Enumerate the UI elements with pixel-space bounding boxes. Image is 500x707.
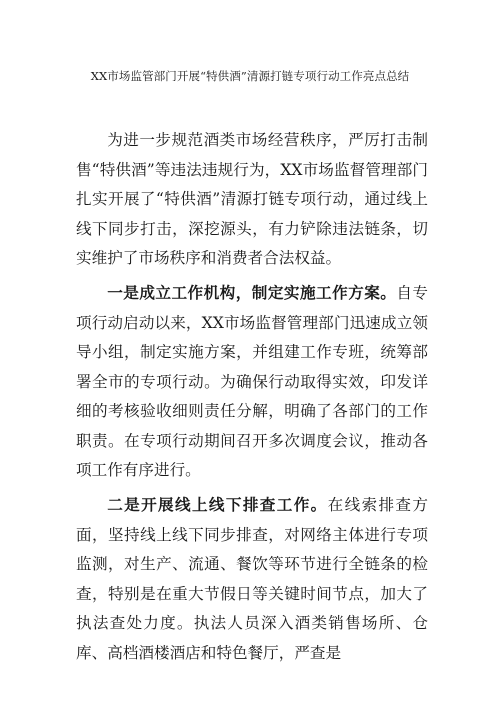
- paragraph-lead: 一是成立工作机构，制定实施工作方案。: [107, 283, 397, 303]
- document-title: XX市场监管部门开展“特供酒”清源打链专项行动工作亮点总结: [90, 69, 410, 83]
- paragraph-intro: [76, 125, 428, 274]
- paragraph-point-one: [76, 278, 428, 486]
- paragraph-text: 为进一步规范酒类市场经营秩序，严厉打击制售“特供酒”等违法违规行为，XX市场监督管理部门扎实开展了“特供酒”清源打链专项行动，通过线上线下同步打击，深挖源头，有力铲除违法链条，切实维护了市场秩序和消费者合法权益。: [76, 131, 428, 267]
- paragraph-point-two: [76, 490, 428, 668]
- paragraph-text: 自专项行动启动以来，XX市场监督管理部门迅速成立领导小组，制定实施方案，并组建工作专班，统筹部署全市的专项行动。为确保行动取得实效，印发详细的考核验收细则责任分解，明确了各部门的工作职责。在专项行动期间召开多次调度会议，推动各项工作有序进行。: [76, 284, 428, 480]
- paragraph-lead: 二是开展线上线下排查工作。: [107, 495, 328, 515]
- paragraph-text: 在线索排查方面，坚持线上线下同步排查，对网络主体进行专项监测，对生产、流通、餐饮等环节进行全链条的检查，特别是在重大节假日等关键时间节点，加大了执法查处力度。执法人员深入酒类销售场所、仓库、高档酒楼酒店和特色餐厅，严查是: [76, 496, 428, 662]
- document-body: [76, 125, 428, 673]
